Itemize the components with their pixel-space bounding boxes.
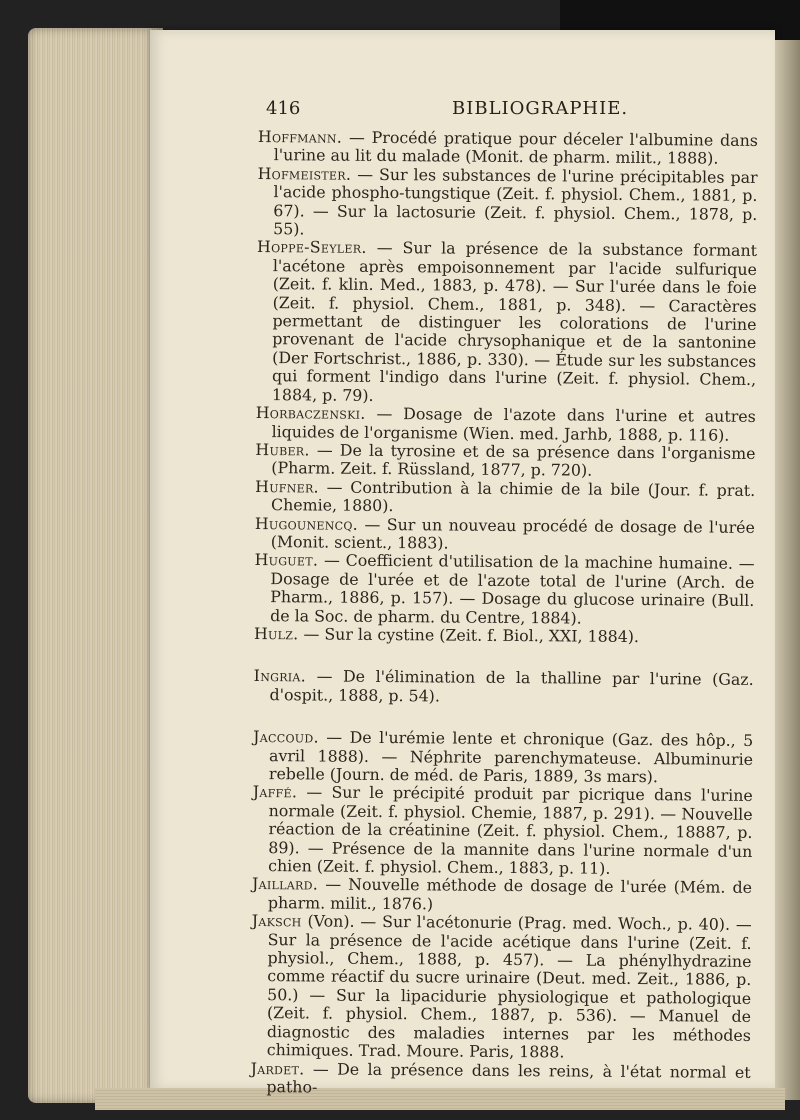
bibliography-entry: [256, 238, 757, 408]
bibliography-list: [250, 128, 758, 1100]
bibliography-entry: [257, 165, 758, 243]
entry-author: Jaillard.: [251, 874, 319, 894]
entry-text: — Dosage de l'azote dans l'urine et autres liquides de l'organisme (Wien. med. Jarhb, 1888, p. 116).: [271, 404, 756, 445]
entry-text: — Nouvelle méthode de dosage de l'urée (Mém. de pharm. milit., 1876.): [267, 874, 753, 914]
page-number: 416: [266, 98, 301, 119]
bibliography-entry: [254, 551, 755, 629]
entry-author: Jaksch: [251, 911, 302, 931]
bibliography-entry: [256, 404, 756, 445]
page-edges-left: [28, 28, 163, 1103]
bibliography-entry: [252, 783, 753, 879]
running-title: BIBLIOGRAPHIE.: [452, 98, 629, 119]
bibliography-entry: [253, 728, 753, 787]
entry-author: Hofmeister.: [257, 163, 352, 184]
entry-text: — Sur la présence de la substance formant l'acétone après empoisonnement par l'acide sulfurique (Zeit. f. klin. Med., 1883, p. 478). — Sur l'urée dans le foie (Zeit. f. physiol. Chem., 1881, p. 348). — Caractères permettant de distinguer les colorations de l'urine provenant de l'acide chrysophanique et de la santonine (Der Fortschrist., 1886, p. 330). — Étude sur les substances qui forment l'indigo dans l'urine (Zeit. f. physiol. Chem., 1884, p. 79).: [271, 238, 758, 405]
entry-text: — De la présence dans les reins, à l'état normal et patho-: [266, 1058, 751, 1097]
bibliography-entry: [255, 515, 755, 556]
bibliography-entry: [250, 1059, 750, 1100]
entry-text: — De l'urémie lente et chronique (Gaz. des hôp., 5 avril 1888). — Néphrite parenchymateuse. Albuminurie rebelle (Journ. de méd. de Paris, 1889, 3s mars).: [268, 727, 754, 787]
entry-author: Huguet.: [254, 550, 319, 570]
bibliography-entry: [258, 128, 758, 169]
entry-text: — De la tyrosine et de sa présence dans l'organisme (Pharm. Zeit. f. Rüssland, 1877, p. 720).: [271, 440, 756, 480]
entry-author: Horbaczenski.: [255, 403, 366, 423]
entry-author: Hoppe-Seyler.: [256, 237, 367, 258]
entry-text: — Contribution à la chimie de la bile (Jour. f. prat. Chemie, 1880).: [270, 477, 756, 516]
bibliography-entry: [255, 478, 755, 519]
entry-text: — De l'élimination de la thalline par l'urine (Gaz. d'ospit., 1888, p. 54).: [269, 666, 754, 706]
bibliography-entry: [252, 875, 752, 916]
entry-text: — Sur les substances de l'urine précipitables par l'acide phospho-tungstique (Zeit. f. physiol. Chem., 1881, p. 67). — Sur la lactosurie (Zeit. f. physiol. Chem., 1878, p. 55).: [273, 164, 758, 239]
entry-text: (Von). — Sur l'acétonurie (Prag. med. Woch., p. 40). — Sur la présence de l'acide acétique dans l'urine (Zeit. f. physiol., Chem., 1888, p. 457). — La phénylhydrazine comme réactif du sucre urinaire (Deut. med. Zeit., 1886, p. 50.) — Sur la lipacidurie physiologique et pathologique (Zeit. f. physiol. Chem., 1887, p. 536). — Manuel de diagnostic des maladies internes par les méthodes chimiques. Trad. Moure. Paris, 1888.: [266, 911, 752, 1062]
entry-author: Hufner.: [255, 476, 320, 497]
entry-author: Huber.: [255, 439, 310, 460]
entry-author: Hulz.: [253, 623, 299, 644]
entry-author: Ingria.: [253, 666, 307, 686]
entry-author: Hugounencq.: [254, 513, 359, 534]
bibliography-entry: [255, 441, 755, 482]
entry-author: Hoffmann.: [257, 127, 343, 147]
entry-author: Jaffé.: [252, 782, 298, 802]
page-edge-right: [775, 40, 800, 1100]
bibliography-entry: [251, 912, 752, 1063]
entry-author: Jardet.: [250, 1058, 305, 1078]
entry-text: — Procédé pratique pour déceler l'albumine dans l'urine au lit du malade (Monit. de pharm. milit., 1888).: [273, 127, 758, 169]
entry-author: Jaccoud.: [253, 727, 319, 747]
entry-text: — Sur un nouveau procédé de dosage de l'urée (Monit. scient., 1883).: [270, 514, 755, 553]
bibliography-entry: [253, 667, 753, 708]
entry-text: — Sur le précipité produit par picrique dans l'urine normale (Zeit. f. physiol. Chemie, 1887, p. 291). — Nouvelle réaction de la créatinine (Zeit. f. physiol. Chem., 18887, p. 89). — Présence de la mannite dans l'urine normale d'un chien (Zeit. f. physiol. Chem., 1883, p. 11).: [268, 782, 753, 878]
entry-text: — Sur la cystine (Zeit. f. Biol., XXI, 1884).: [303, 624, 640, 646]
entry-text: — Coefficient d'utilisation de la machine humaine. — Dosage de l'urée et de l'azote total de l'urine (Arch. de Pharm., 1886, p. 157). — Dosage du glucose urinaire (Bull. de la Soc. de pharm. du Centre, 1884).: [270, 550, 755, 628]
page-header: [266, 98, 766, 126]
